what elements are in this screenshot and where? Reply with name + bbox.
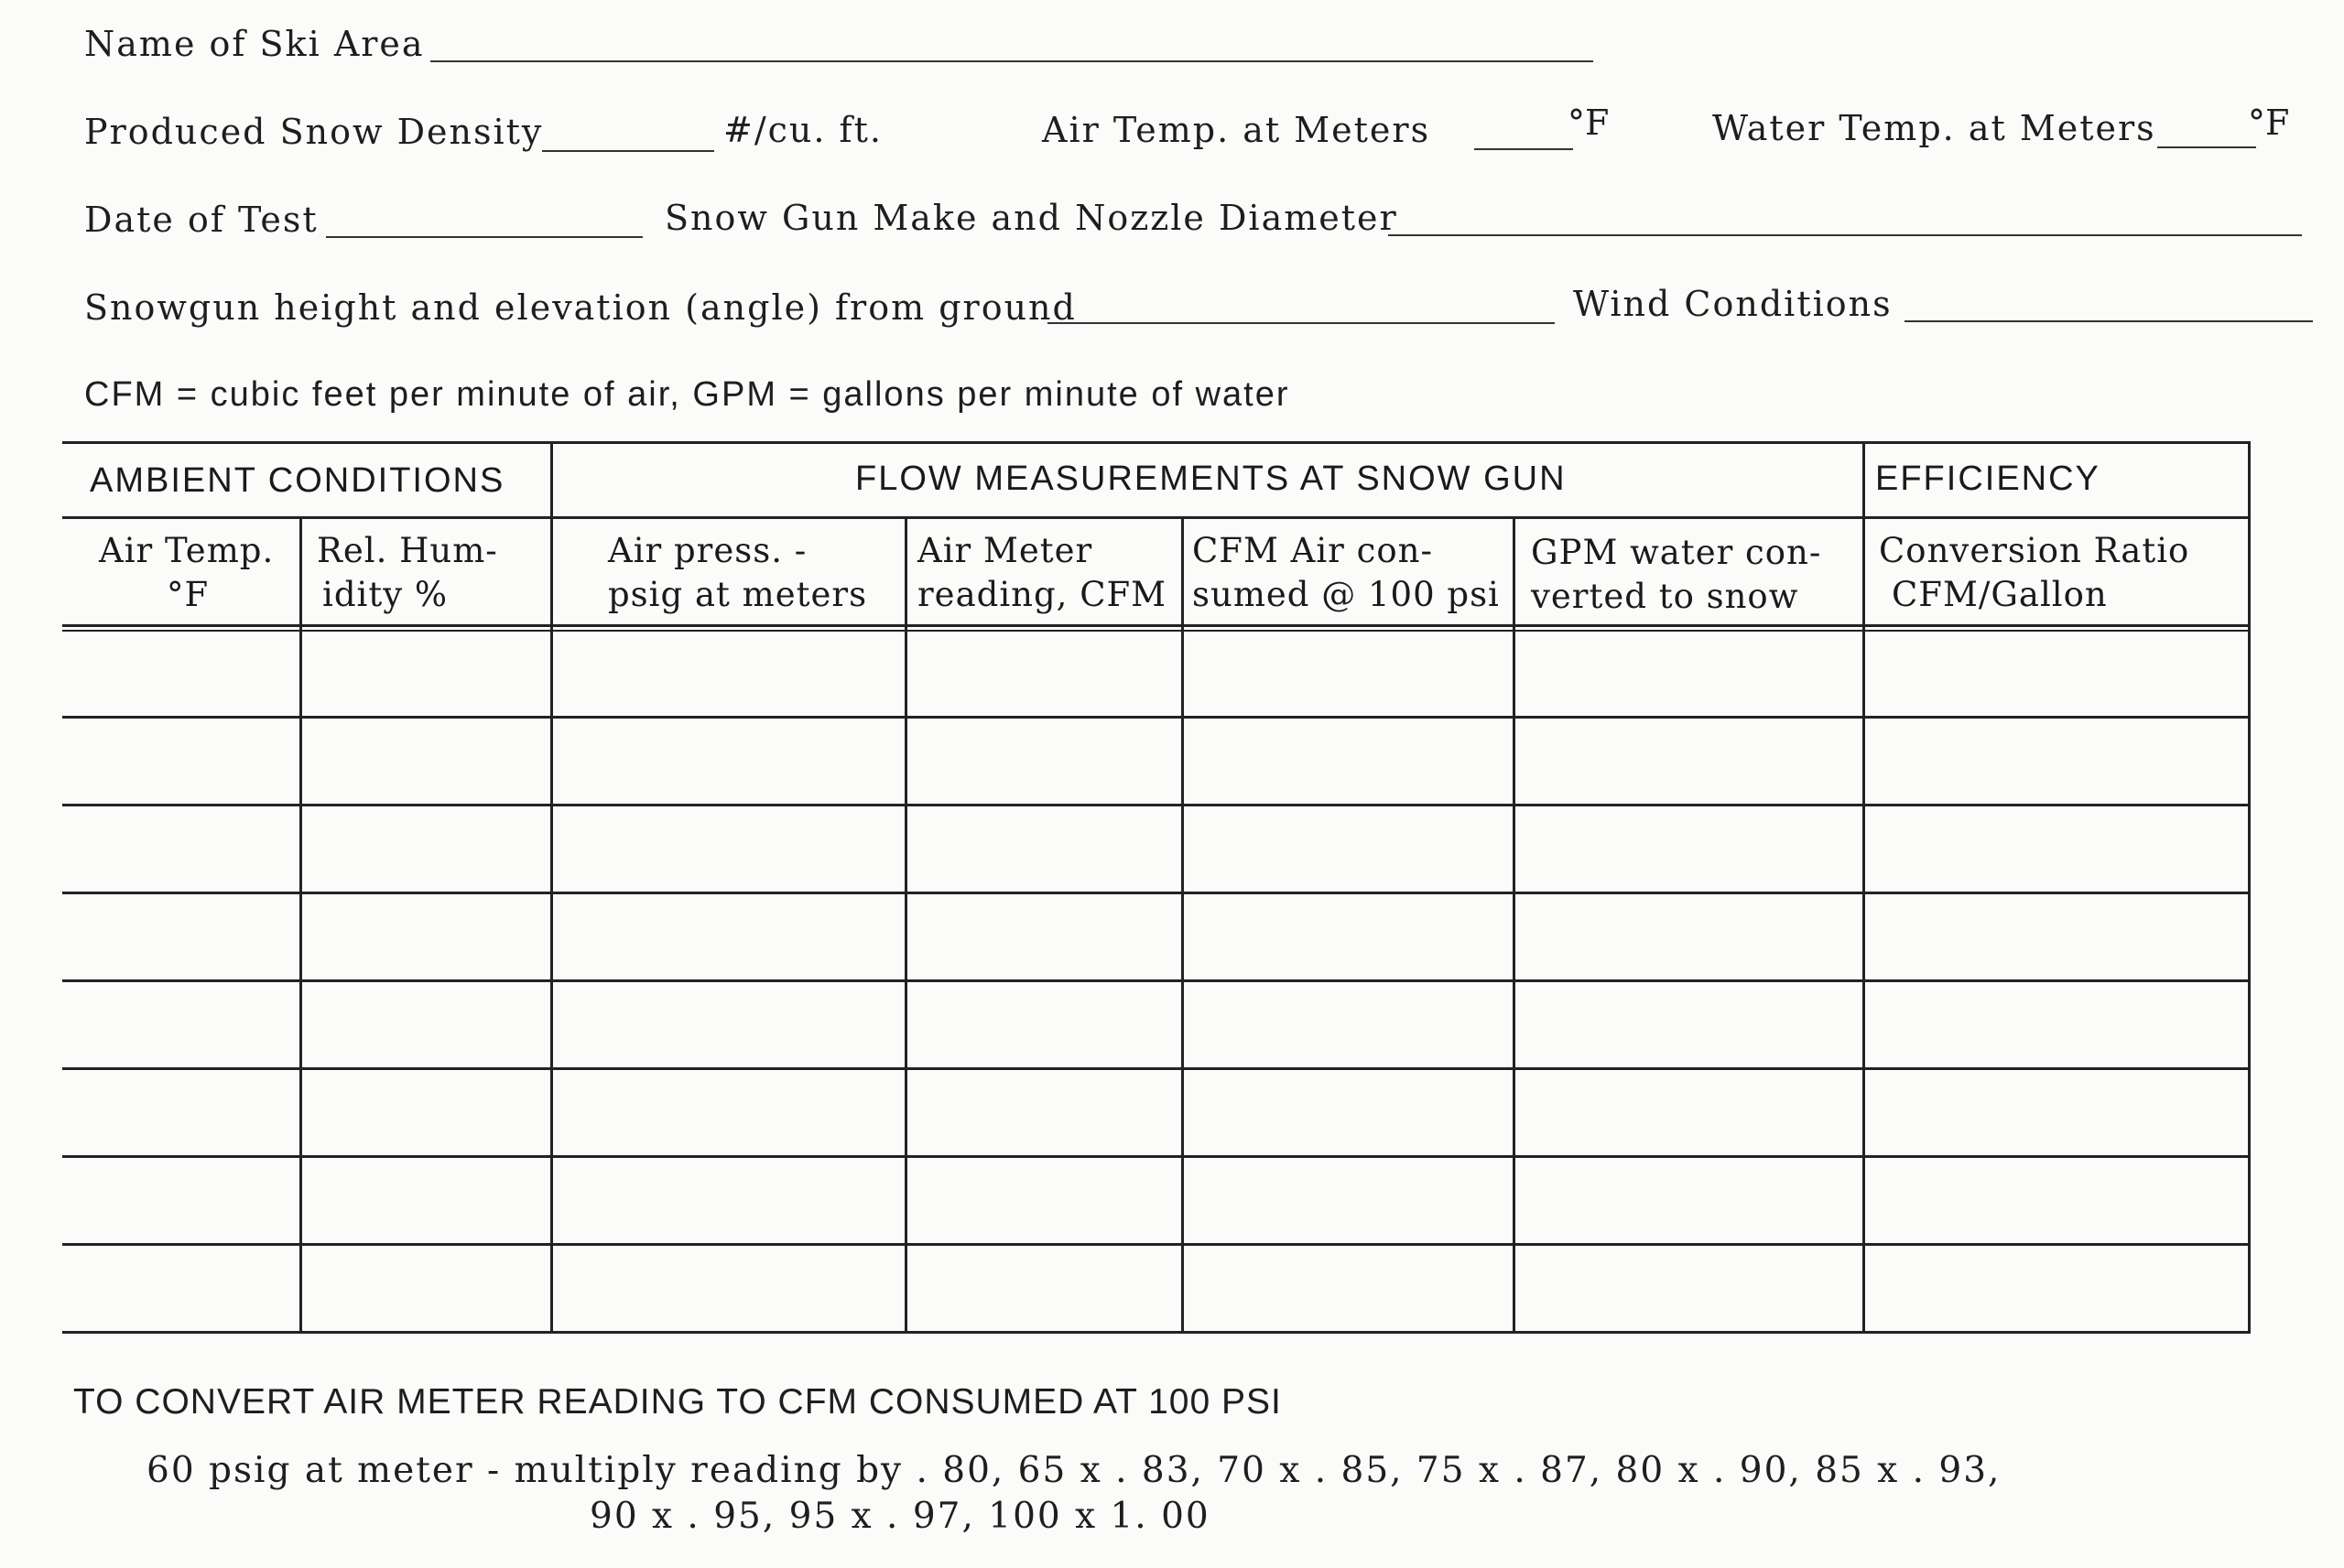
snow-density-field[interactable] — [542, 150, 714, 152]
table-row[interactable] — [62, 1067, 2248, 1155]
column-header-rel-humidity — [317, 529, 498, 617]
air-temp-unit: °F — [1568, 103, 1610, 143]
column-header-line: CFM Air con- — [1192, 531, 1433, 570]
ski-area-field[interactable] — [430, 60, 1593, 62]
conversion-line-1: 60 psig at meter - multiply reading by . 80, 65 x . 83, 70 x . 85, 75 x . 87, 80 x . 90, 85 x . 93, — [146, 1450, 2002, 1491]
column-header-cfm-air — [1192, 529, 1500, 617]
table-row[interactable] — [62, 892, 2248, 979]
column-header-line: reading, CFM — [917, 575, 1167, 614]
table-row[interactable] — [62, 716, 2248, 804]
table-top-border — [62, 441, 2251, 444]
table-row[interactable] — [62, 1155, 2248, 1243]
snow-gun-field[interactable] — [1388, 234, 2302, 236]
conversion-title: TO CONVERT AIR METER READING TO CFM CONSUMED AT 100 PSI — [73, 1382, 1282, 1422]
date-field[interactable] — [326, 236, 643, 238]
snow-density-unit: #/cu. ft. — [723, 110, 883, 150]
column-header-line: CFM/Gallon — [1892, 575, 2108, 614]
water-temp-field[interactable] — [2157, 146, 2256, 148]
ski-area-label: Name of Ski Area — [84, 24, 425, 64]
column-header-line: GPM water con- — [1531, 533, 1822, 572]
column-header-line: Conversion Ratio — [1879, 531, 2190, 570]
air-temp-label: Air Temp. at Meters — [1042, 110, 1431, 150]
column-header-air-meter — [917, 529, 1167, 617]
table-right-border — [2248, 441, 2251, 1331]
column-header-air-temp — [99, 529, 274, 617]
column-header-line: °F — [167, 575, 210, 614]
wind-field[interactable] — [1904, 320, 2313, 322]
group-header-divider — [62, 516, 2251, 519]
column-header-line: Air press. - — [608, 531, 808, 570]
table-row[interactable] — [62, 1243, 2248, 1331]
conversion-line-2: 90 x . 95, 95 x . 97, 100 x 1. 00 — [590, 1496, 1210, 1537]
air-temp-field[interactable] — [1474, 148, 1573, 150]
water-temp-unit: °F — [2248, 103, 2290, 143]
column-header-line: sumed @ 100 psi — [1192, 575, 1500, 614]
table-bottom-border — [62, 1331, 2251, 1334]
date-label: Date of Test — [84, 200, 319, 240]
snowgun-height-field[interactable] — [1047, 322, 1555, 324]
wind-label: Wind Conditions — [1573, 284, 1893, 324]
definitions-note: CFM = cubic feet per minute of air, GPM = gallons per minute of water — [84, 375, 1290, 414]
column-header-conversion-ratio — [1879, 529, 2189, 617]
column-header-gpm-water — [1531, 531, 1821, 619]
table-row[interactable] — [62, 630, 2248, 716]
snowgun-height-label: Snowgun height and elevation (angle) from ground — [84, 287, 1077, 328]
column-header-line: verted to snow — [1531, 577, 1799, 616]
column-header-line: idity % — [322, 575, 449, 614]
table-row[interactable] — [62, 804, 2248, 892]
water-temp-label: Water Temp. at Meters — [1712, 108, 2156, 148]
snow-gun-label: Snow Gun Make and Nozzle Diameter — [665, 198, 1398, 238]
column-header-air-press — [608, 529, 867, 617]
column-header-line: Air Meter — [917, 531, 1093, 570]
column-header-divider — [62, 624, 2251, 627]
column-header-line: psig at meters — [608, 575, 868, 614]
measurement-table — [62, 441, 2251, 1335]
column-header-line: Air Temp. — [99, 531, 275, 570]
table-row[interactable] — [62, 979, 2248, 1067]
group-header-ambient: AMBIENT CONDITIONS — [90, 461, 505, 500]
group-header-efficiency: EFFICIENCY — [1875, 460, 2100, 498]
column-header-line: Rel. Hum- — [317, 531, 498, 570]
snow-density-label: Produced Snow Density — [84, 112, 544, 152]
group-header-flow: FLOW MEASUREMENTS AT SNOW GUN — [855, 460, 1567, 498]
